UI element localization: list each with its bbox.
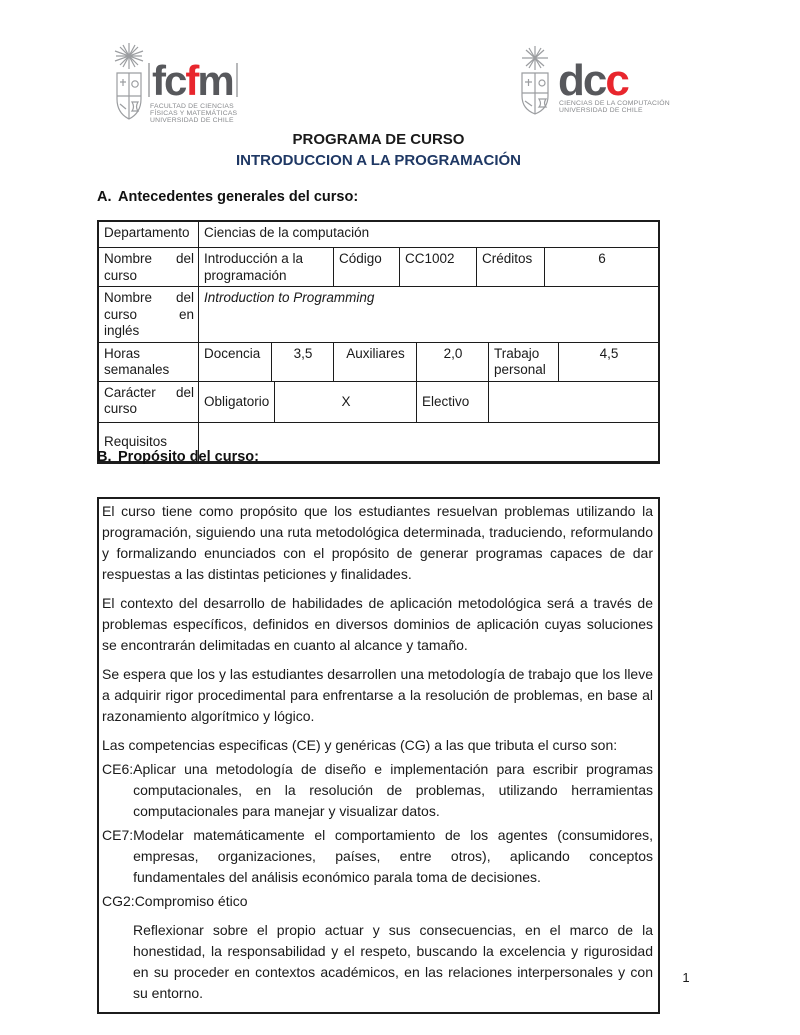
fcfm-wordmark bbox=[148, 57, 238, 104]
fcfm-caption bbox=[150, 104, 237, 125]
section-b-heading bbox=[97, 449, 660, 465]
fcfm-letters-gray-end: m bbox=[197, 57, 233, 104]
fcfm-divider-bar bbox=[148, 63, 150, 97]
course-table bbox=[97, 220, 660, 464]
cell-auxiliares-value: 2,0 bbox=[417, 343, 489, 381]
section-b-label: B. bbox=[97, 449, 112, 465]
fcfm-letter-red: f bbox=[185, 57, 198, 104]
competency-text: Modelar matemáticamente el comportamiento de los agentes (consumidores, empresas, organizaciones, países, entre otros), aplicando conceptos fundamentales del análisis económico parala toma de decisiones. bbox=[133, 827, 653, 885]
purpose-paragraph: El contexto del desarrollo de habilidades de aplicación metodológica será a través de problemas específicos, definidos en diversos dominios de aplicación cuyas soluciones se encontrarán delimitadas en cuanto al alcance y tamaño. bbox=[102, 595, 653, 653]
fcfm-caption-line: FÍSICAS Y MATEMÁTICAS bbox=[150, 109, 238, 117]
dcc-letter-red: c bbox=[605, 56, 628, 105]
competency-item-cg2 bbox=[102, 891, 653, 912]
fcfm-divider-bar bbox=[236, 63, 238, 97]
cell-docencia-value: 3,5 bbox=[272, 343, 334, 381]
electivo-label-text: Electivo bbox=[422, 393, 470, 409]
dcc-shield-icon bbox=[516, 46, 553, 120]
purpose-paragraph: Se espera que los y las estudiantes desarrollen una metodología de trabajo que los lleve a adquirir rigor procedimental para enfrentarse a la resolución de problemas, en base al razonamiento algorítmico y lógico. bbox=[102, 666, 653, 724]
competency-item-ce6 bbox=[102, 759, 653, 822]
table-row-horas bbox=[99, 343, 658, 382]
table-row-departamento bbox=[99, 222, 658, 248]
cell-trabajo-label: Trabajo personal bbox=[489, 343, 559, 381]
dcc-caption bbox=[559, 101, 670, 115]
table-row-caracter bbox=[99, 382, 658, 423]
fcfm-letters-gray: fc bbox=[152, 57, 186, 104]
fcfm-caption-line: FACULTAD DE CIENCIAS bbox=[150, 103, 234, 110]
cell-caracter-label: Carácter del curso bbox=[99, 382, 199, 422]
fcfm-caption-line: UNIVERSIDAD DE CHILE bbox=[150, 116, 234, 124]
cell-trabajo-value: 4,5 bbox=[599, 345, 619, 361]
cell-creditos-label: Créditos bbox=[477, 248, 545, 286]
competency-text: Aplicar una metodología de diseño e implementación para escribir programas computacionales, en la resolución de problemas, utilizando herramientas computacionales para manejar y visualizar datos. bbox=[133, 761, 653, 819]
competency-item-ce7 bbox=[102, 825, 653, 888]
cell-nombre-label: Nombre del curso bbox=[99, 248, 199, 286]
cell-auxiliares-label: Auxiliares bbox=[334, 343, 417, 381]
section-a-label: A. bbox=[97, 189, 112, 205]
cell-departamento-value: Ciencias de la computación bbox=[204, 225, 370, 240]
cell-nombre-ingles-value: Introduction to Programming bbox=[204, 290, 375, 305]
table-row-nombre bbox=[99, 248, 658, 287]
dcc-logo bbox=[516, 46, 670, 122]
section-a-title: Antecedentes generales del curso: bbox=[118, 189, 359, 205]
dcc-caption-line: CIENCIAS DE LA COMPUTACIÓN bbox=[559, 100, 670, 107]
obligatorio-x-mark: X bbox=[341, 393, 351, 409]
obligatorio-label-text: Obligatorio bbox=[204, 393, 270, 409]
cell-electivo-value bbox=[489, 382, 658, 422]
competency-text: Compromiso ético bbox=[134, 893, 248, 909]
cell-codigo-label: Código bbox=[334, 248, 400, 286]
cell-docencia-label: Docencia bbox=[199, 343, 272, 381]
cell-codigo-value: CC1002 bbox=[400, 248, 477, 286]
dcc-caption-line: UNIVERSIDAD DE CHILE bbox=[559, 106, 643, 114]
purpose-paragraph: El curso tiene como propósito que los estudiantes resuelvan problemas utilizando la programación, siguiendo una ruta metodológica determinada, traduciendo, reformulando y formalizando enunciados con el propósito de generar programas capaces de dar respuestas a las distintas peticiones y finalidades. bbox=[102, 503, 653, 582]
cell-nombre-value: Introducción a la programación bbox=[199, 248, 334, 286]
competency-code: CE6: bbox=[102, 761, 134, 777]
page-number: 1 bbox=[682, 970, 690, 985]
purpose-paragraph: Las competencias especificas (CE) y genéricas (CG) a las que tributa el curso son: bbox=[102, 737, 618, 753]
cell-departamento-label: Departamento bbox=[99, 222, 199, 247]
competency-code: CE7: bbox=[102, 827, 134, 843]
page-subtitle: INTRODUCCION A LA PROGRAMACIÓN bbox=[236, 152, 521, 169]
dcc-letters-gray: dc bbox=[558, 56, 606, 105]
section-a-heading bbox=[97, 189, 660, 205]
cell-horas-label: Horas semanales bbox=[99, 343, 199, 381]
cell-obligatorio-value bbox=[275, 382, 417, 422]
purpose-box bbox=[97, 497, 660, 1014]
cell-obligatorio-label bbox=[199, 382, 275, 422]
page-title: PROGRAMA DE CURSO bbox=[292, 131, 465, 148]
cg2-detail-paragraph: Reflexionar sobre el propio actuar y sus consecuencias, en el marco de la honestidad, la responsabilidad y el respeto, buscando la excelencia y rigurosidad en su proceder en contextos académicos, en las relaciones interpersonales y con su entorno. bbox=[133, 922, 653, 1001]
table-row-nombre-ingles bbox=[99, 287, 658, 343]
fcfm-shield-icon bbox=[112, 42, 146, 126]
competency-code: CG2: bbox=[102, 893, 135, 909]
requisitos-label-text: Requisitos bbox=[104, 433, 168, 449]
cell-creditos-value: 6 bbox=[598, 251, 606, 266]
fcfm-logo bbox=[112, 42, 247, 126]
cell-electivo-label bbox=[417, 382, 489, 422]
dcc-wordmark bbox=[558, 56, 628, 105]
section-b-title: Propósito del curso: bbox=[118, 449, 259, 465]
cell-nombre-ingles-label: Nombre del curso en inglés bbox=[99, 287, 199, 342]
